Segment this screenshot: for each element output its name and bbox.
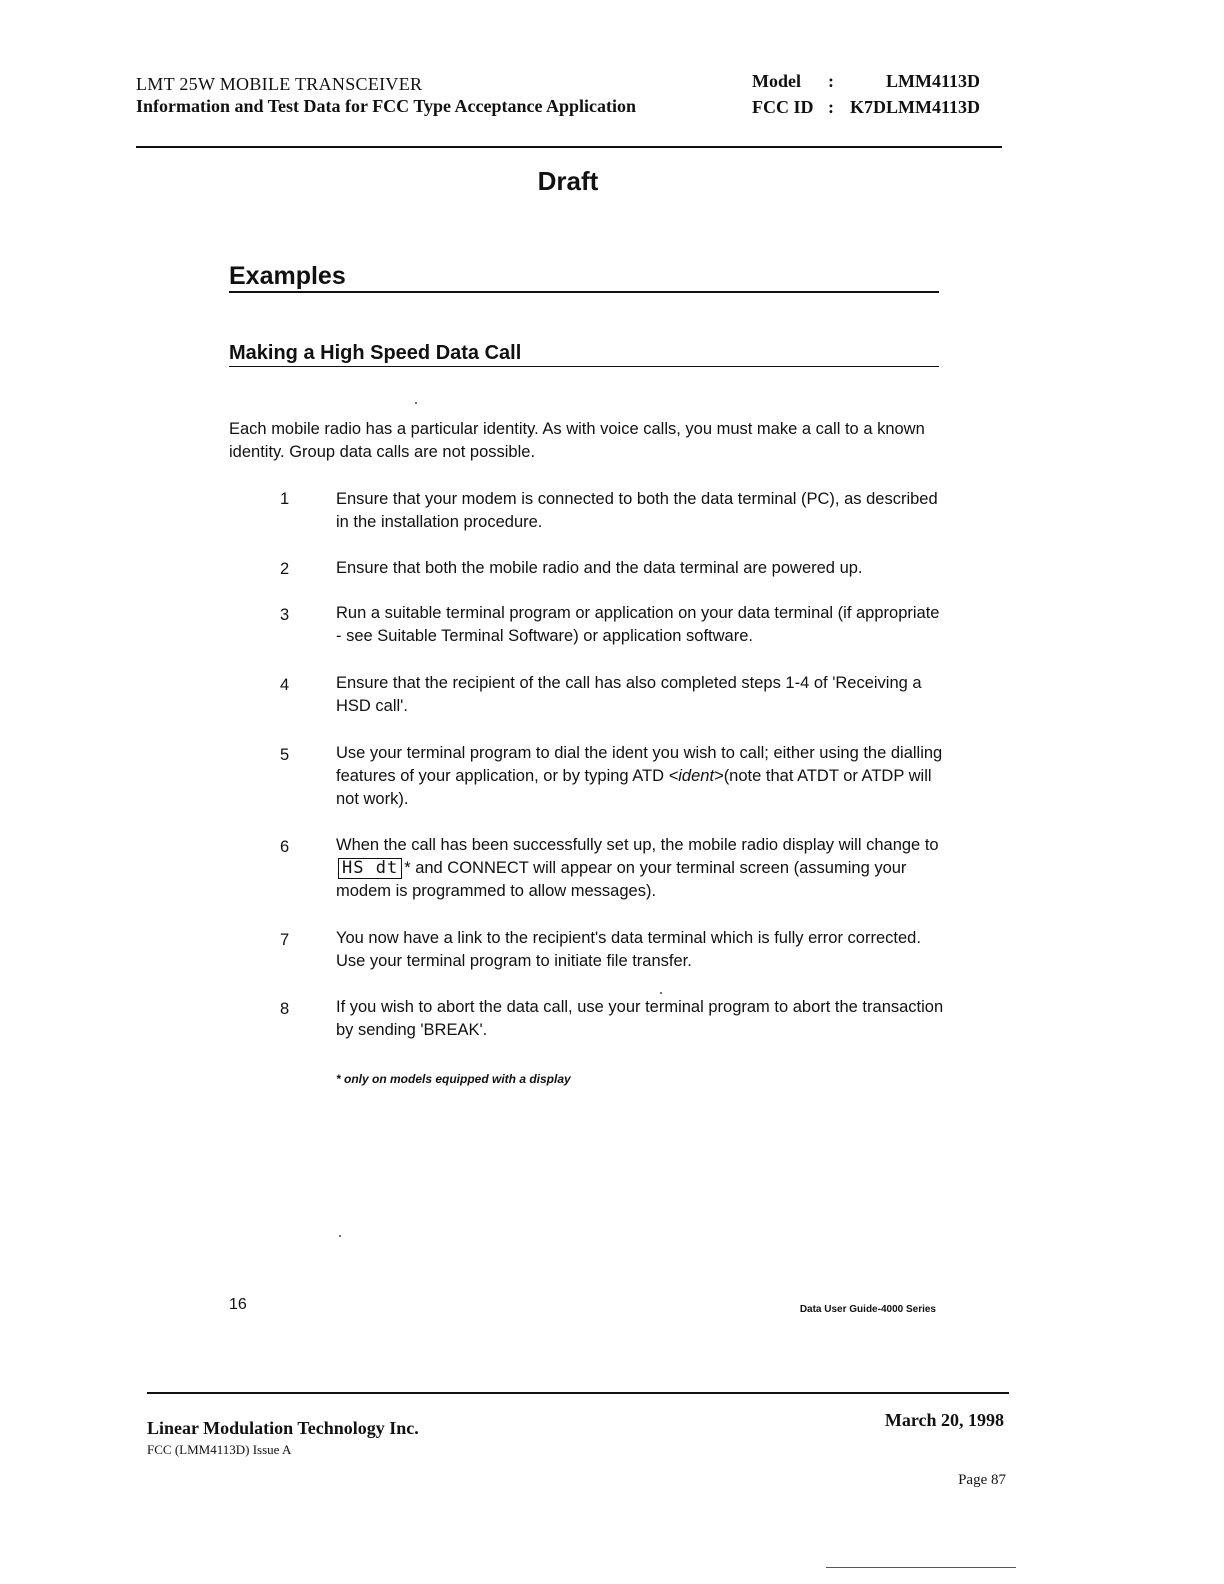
step-number: 8 xyxy=(280,1000,290,1018)
document-header-subtitle: Information and Test Data for FCC Type Acceptance Application xyxy=(136,96,637,116)
step-text: Ensure that your modem is connected to both the data terminal (PC), as described in the installation procedure. xyxy=(336,490,938,531)
document-header-title: LMT 25W MOBILE TRANSCEIVER xyxy=(136,74,423,94)
step-text: If you wish to abort the data call, use your terminal program to abort the transaction by sending 'BREAK'. xyxy=(336,998,944,1039)
footnote: * only on models equipped with a display xyxy=(336,1072,571,1086)
ident-placeholder: <ident> xyxy=(668,767,724,785)
draft-label: Draft xyxy=(537,166,599,196)
footer-issue: FCC (LMM4113D) Issue A xyxy=(147,1442,292,1457)
step-number: 7 xyxy=(280,931,290,949)
step-text: Run a suitable terminal program or application on your data terminal (if appropriate - see Suitable Terminal Software) or application software. xyxy=(336,604,940,645)
step-text xyxy=(336,834,946,903)
step-text-part: Use your terminal program to dial the ident you wish to call; either using the dialling features of your application, or by typing ATD xyxy=(336,744,943,785)
step-text: Ensure that both the mobile radio and the data terminal are powered up. xyxy=(336,559,863,577)
header-ids xyxy=(752,68,980,120)
fcc-value: K7DLMM4113D xyxy=(850,97,980,117)
subsection-rule xyxy=(229,366,939,367)
section-rule xyxy=(229,291,939,293)
step-number: 2 xyxy=(280,560,290,578)
step-text: Ensure that the recipient of the call has also completed steps 1-4 of 'Receiving a HSD call'. xyxy=(336,674,922,715)
lcd-display-icon: HS dt xyxy=(338,858,402,879)
subsection-heading: Making a High Speed Data Call xyxy=(229,342,522,364)
model-separator: : xyxy=(828,71,834,91)
speck xyxy=(660,992,662,994)
footer-page: Page 87 xyxy=(958,1472,1006,1488)
header-rule xyxy=(136,146,1002,148)
step-number: 1 xyxy=(280,490,290,508)
step-text xyxy=(336,742,946,811)
fcc-separator: : xyxy=(828,97,834,117)
step-number: 6 xyxy=(280,838,290,856)
corner-rule xyxy=(826,1567,1016,1568)
model-value: LMM4113D xyxy=(886,71,980,91)
step-text-part: When the call has been successfully set up, the mobile radio display will change to xyxy=(336,836,939,854)
step-number: 4 xyxy=(280,676,290,694)
guide-name: Data User Guide-4000 Series xyxy=(799,1304,936,1315)
footer-company: Linear Modulation Technology Inc. xyxy=(147,1418,419,1438)
footer-rule xyxy=(147,1392,1009,1394)
step-text: You now have a link to the recipient's data terminal which is fully error corrected. Use your terminal program to initiate file transfer. xyxy=(336,929,921,970)
fcc-row xyxy=(752,94,980,120)
step-text-part: * and CONNECT will appear on your terminal screen (assuming your modem is programmed to allow messages). xyxy=(336,859,907,900)
footer-date: March 20, 1998 xyxy=(884,1410,1004,1430)
intro-paragraph: Each mobile radio has a particular identity. As with voice calls, you must make a call to a known identity. Group data calls are not possible. xyxy=(229,420,925,461)
model-row xyxy=(752,68,980,94)
model-label: Model xyxy=(752,71,801,91)
step-text-part: (note that ATDT or ATDP will not work). xyxy=(336,767,932,808)
step-number: 3 xyxy=(280,606,290,624)
speck xyxy=(339,1235,341,1237)
speck xyxy=(415,402,417,404)
step-number: 5 xyxy=(280,746,290,764)
fcc-label: FCC ID xyxy=(752,97,814,117)
guide-page-number: 16 xyxy=(229,1296,247,1313)
section-heading: Examples xyxy=(229,262,346,290)
